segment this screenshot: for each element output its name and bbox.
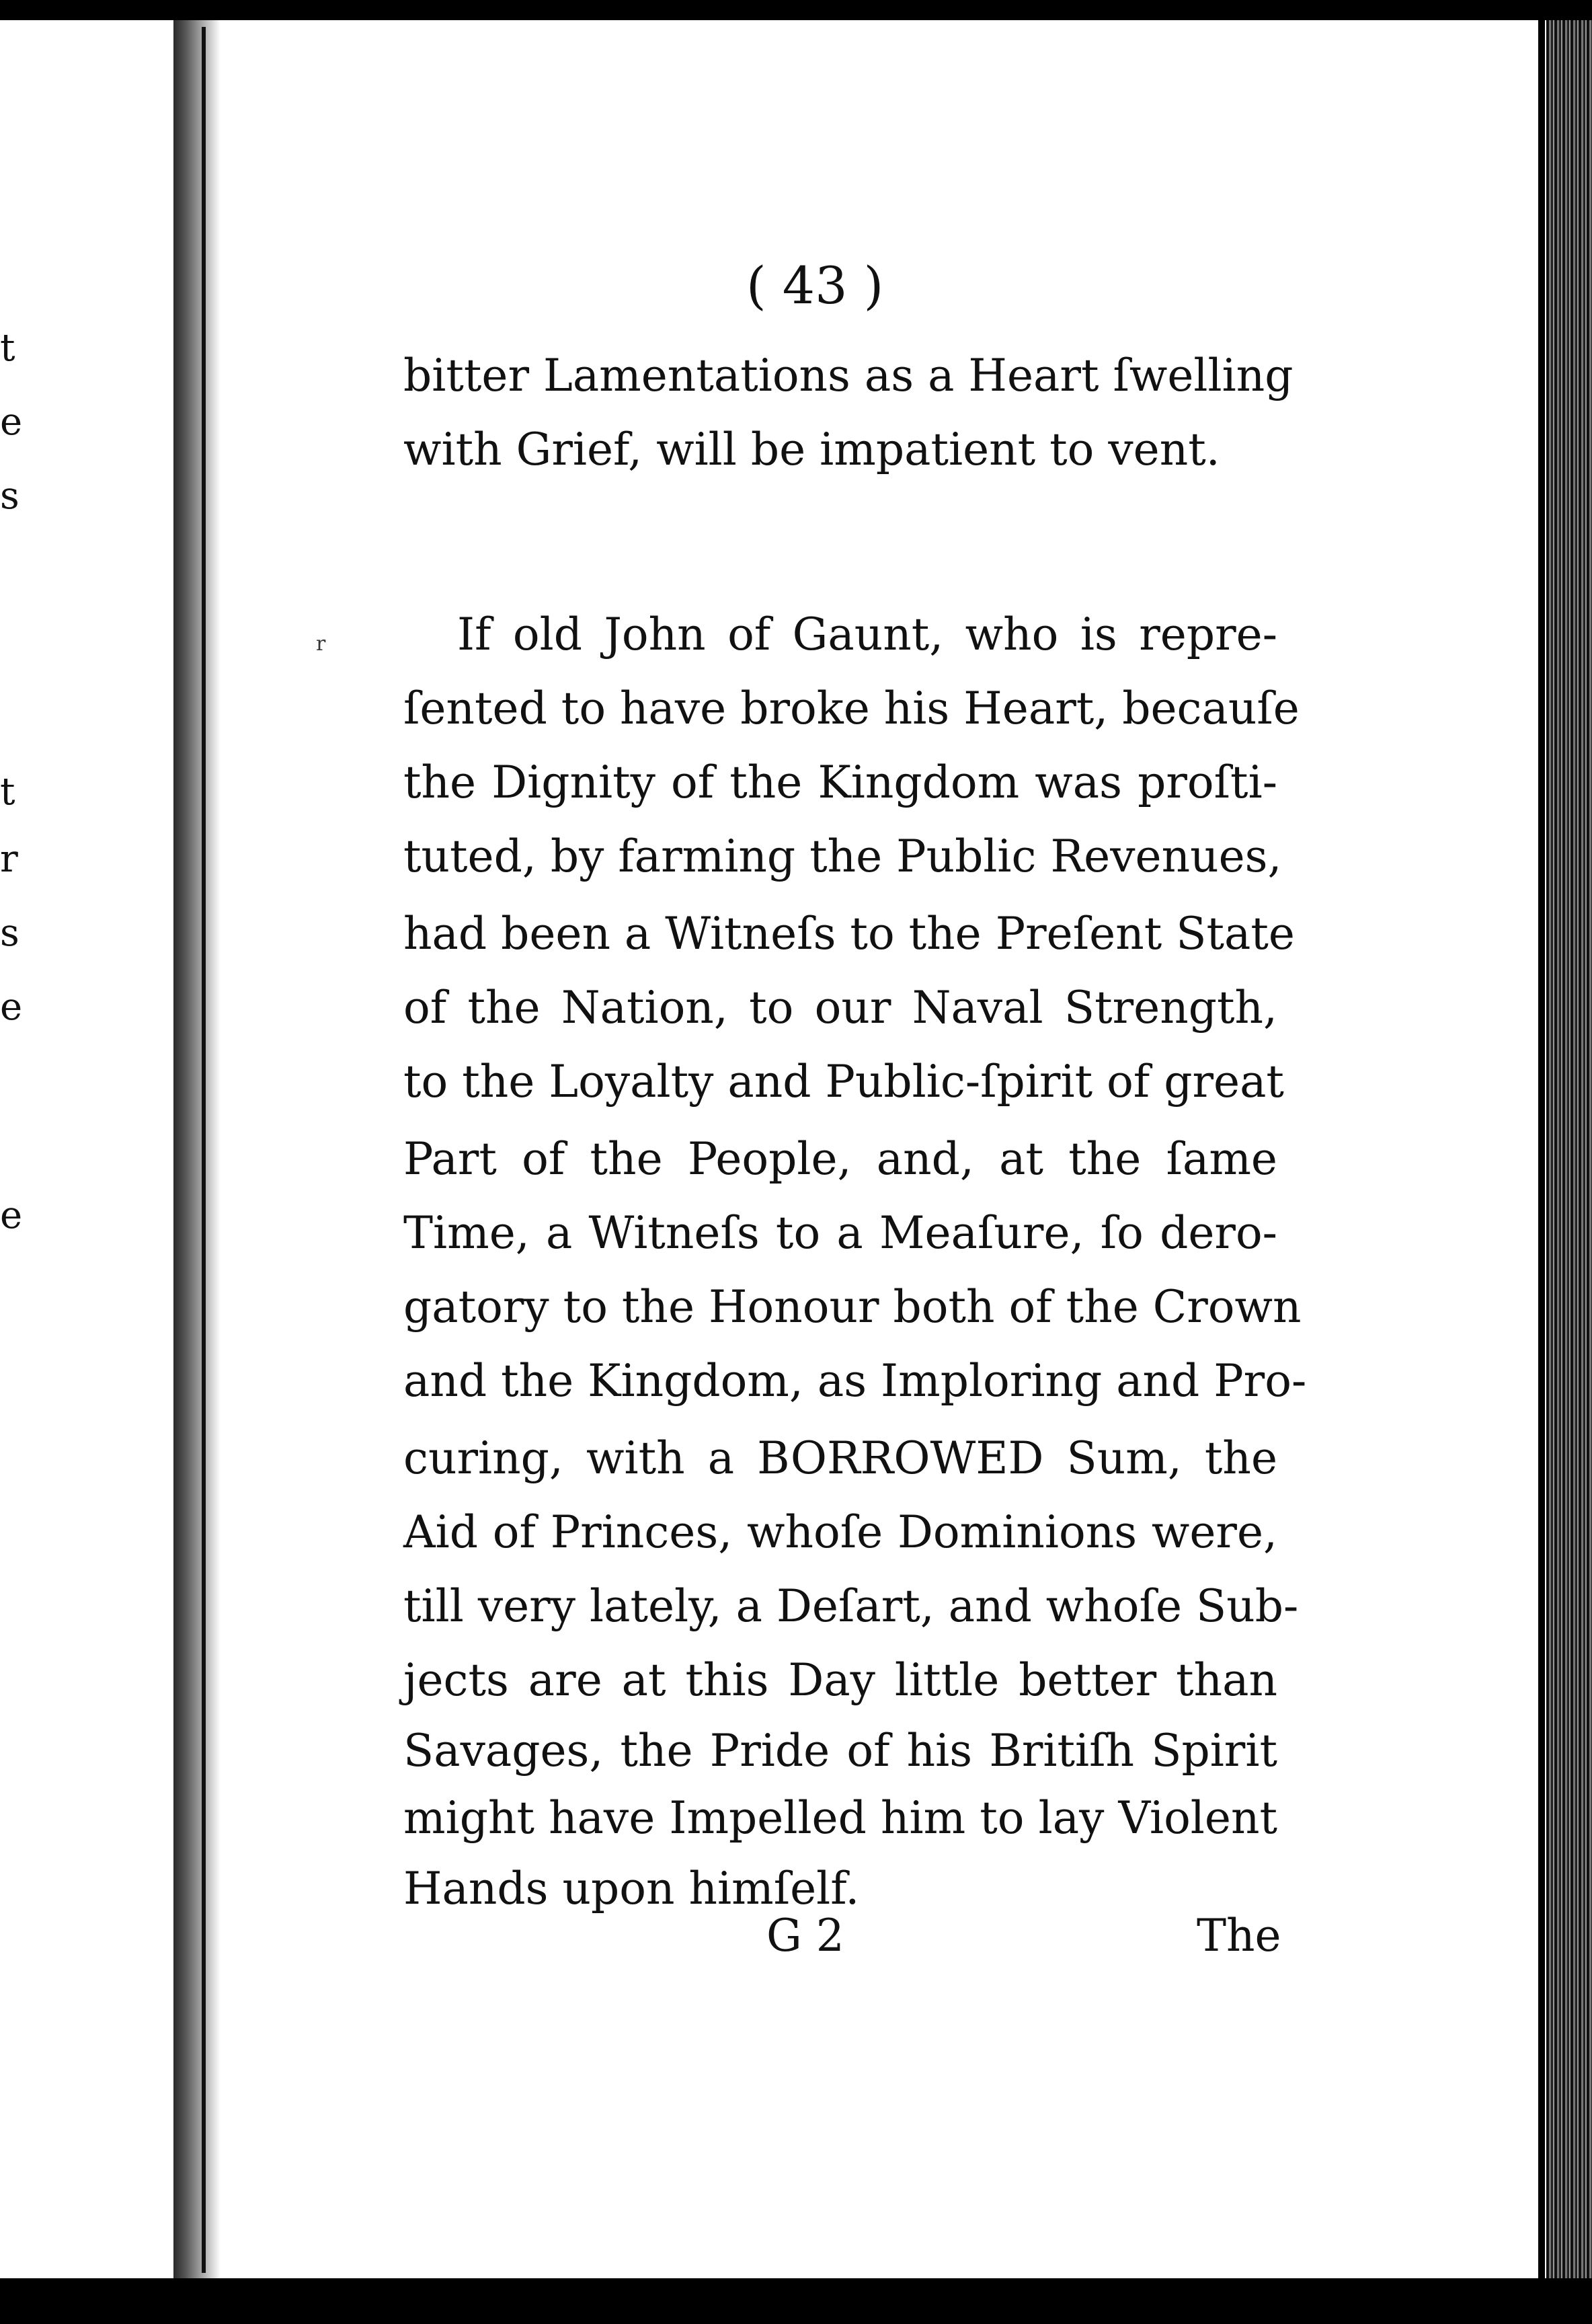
facing-page-letter: s bbox=[0, 911, 19, 955]
scan-bottom-border bbox=[0, 2278, 1592, 2324]
text-line: with Grief, will be impatient to vent. bbox=[403, 424, 1220, 475]
text-line: till very lately, a Deſart, and whoſe Sub- bbox=[403, 1580, 1299, 1632]
facing-page-letter: s bbox=[0, 474, 19, 518]
text-line: ſented to have broke his Heart, becauſe bbox=[403, 683, 1300, 734]
text-line: of the Nation, to our Naval Strength, bbox=[403, 982, 1277, 1034]
text-line: curing, with a BORROWED Sum, the bbox=[403, 1432, 1277, 1484]
catchword: The bbox=[1197, 1910, 1281, 1962]
signature-mark: G 2 bbox=[766, 1910, 844, 1962]
text-line: jects are at this Day little better than bbox=[403, 1654, 1277, 1706]
gutter-line bbox=[202, 27, 206, 2273]
page-number: ( 43 ) bbox=[746, 256, 884, 315]
facing-page-edge bbox=[0, 20, 173, 2278]
margin-mark: r bbox=[316, 632, 326, 656]
text-line: Aid of Princes, whoſe Dominions were, bbox=[403, 1506, 1277, 1558]
text-line: If old John of Gaunt, who is repre- bbox=[457, 609, 1277, 660]
facing-page-letter: e bbox=[0, 400, 23, 444]
text-line: Part of the People, and, at the ſame bbox=[403, 1133, 1277, 1185]
text-line: had been a Witneſs to the Preſent State bbox=[403, 908, 1295, 960]
text-line: bitter Lamentations as a Heart ſwelling bbox=[403, 350, 1294, 401]
text-line: might have Impelled him to lay Violent bbox=[403, 1792, 1277, 1844]
binding-gutter bbox=[173, 20, 221, 2278]
text-line: Hands upon himſelf. bbox=[403, 1863, 860, 1914]
page-edge-line bbox=[1538, 20, 1545, 2278]
text-line: and the Kingdom, as Imploring and Pro- bbox=[403, 1355, 1307, 1407]
facing-page-letter: e bbox=[0, 985, 23, 1029]
facing-page-letter: t bbox=[0, 326, 15, 370]
text-line: Time, a Witneſs to a Meaſure, ſo dero- bbox=[403, 1207, 1277, 1259]
text-line: the Dignity of the Kingdom was proſti- bbox=[403, 757, 1277, 808]
facing-page-letter: r bbox=[0, 837, 18, 881]
text-line: Savages, the Pride of his Britiſh Spirit bbox=[403, 1725, 1277, 1777]
text-line: tuted, by farming the Public Revenues, bbox=[403, 830, 1282, 882]
text-line: to the Loyalty and Public-ſpirit of great bbox=[403, 1056, 1284, 1108]
facing-page-letter: t bbox=[0, 770, 15, 814]
scan-top-border bbox=[0, 0, 1592, 20]
text-line: gatory to the Honour both of the Crown bbox=[403, 1281, 1302, 1333]
page-block-edge bbox=[1546, 20, 1592, 2278]
facing-page-letter: e bbox=[0, 1194, 23, 1237]
